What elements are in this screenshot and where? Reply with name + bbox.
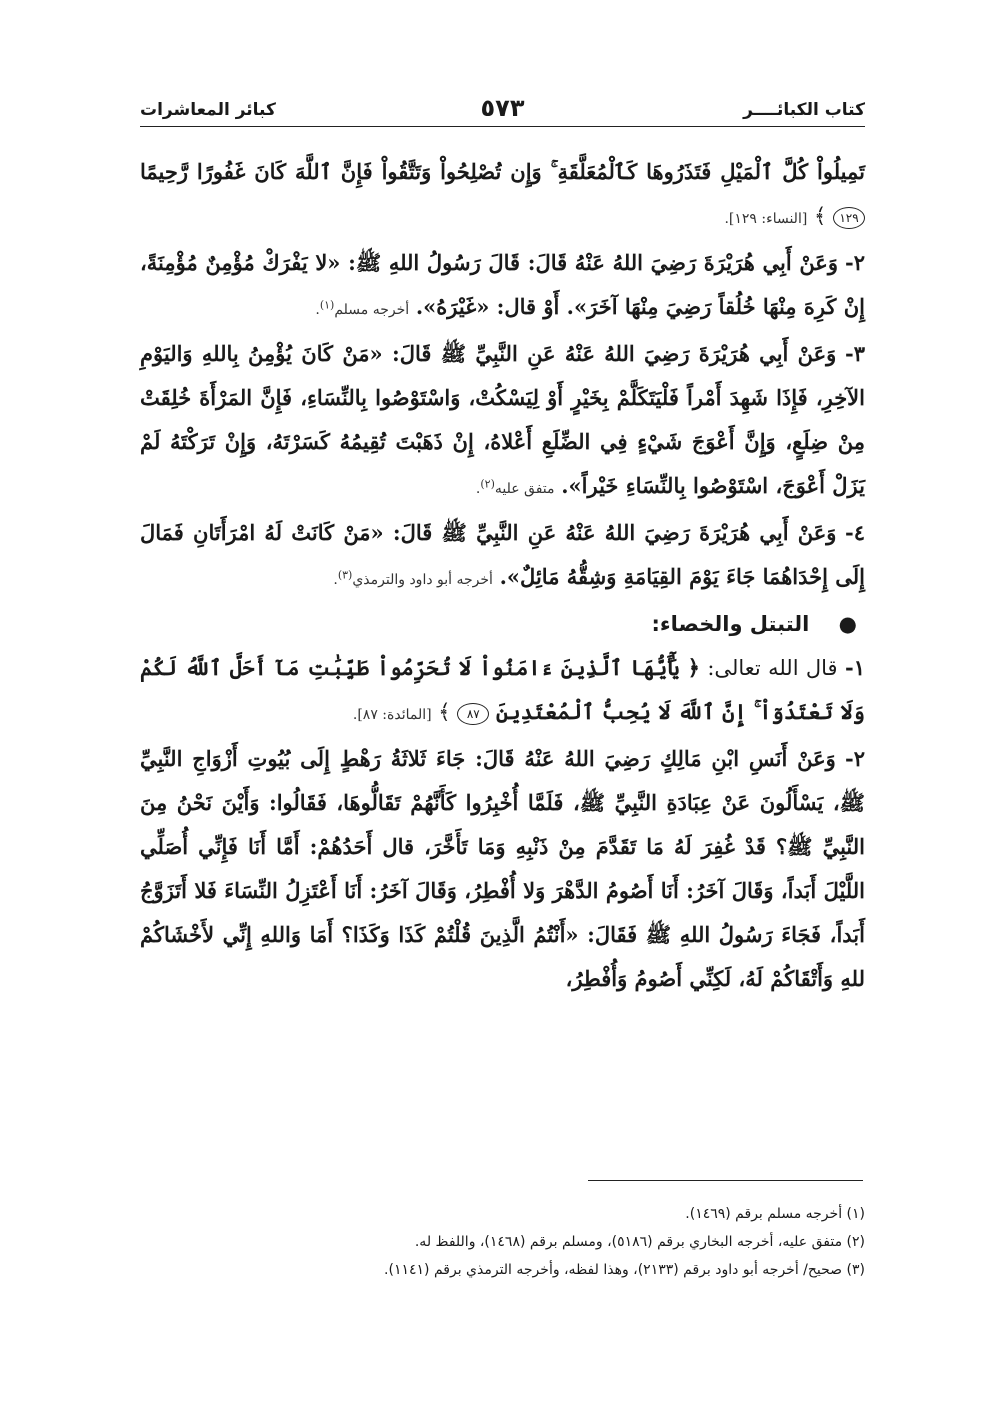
chapter-title: كبائر المعاشرات [140,100,276,120]
verse-source: [النساء: ١٢٩]. [724,211,808,227]
footnote-text: أخرجه مسلم برقم (١٤٦٩). [685,1206,843,1222]
verse-text: تَمِيلُواْ كُلَّ ٱلْمَيْلِ فَتَذَرُوهَا كَٱلْمُعَلَّقَةِ ۚ وَإِن تُصْلِحُواْ وَتَتَّقُواْ فَإِنَّ ٱللَّهَ كَانَ غَفُورًا رَّحِيمًا [140,159,865,184]
footnote-number: (١) [846,1206,865,1222]
footnote-text: صحيح/ أخرجه أبو داود برقم (٢١٣٣)، وهذا لفظه، وأخرجه الترمذي برقم (١١٤١). [384,1262,843,1278]
hadith-2 [140,241,865,332]
footnote-number: (٣) [846,1262,865,1278]
section-item-1 [140,646,865,737]
footnote-3 [140,1256,865,1284]
footnote-ref[interactable]: (٢) [480,477,495,491]
source-text: أخرجه مسلم [334,302,410,318]
section-heading [140,602,865,646]
item-number: ١- [844,655,865,680]
bullet-icon: ● [838,612,857,636]
source-text: متفق عليه [494,481,555,497]
footnote-ref[interactable]: (٣) [337,568,353,582]
section-title: التبتل والخصاء: [651,612,810,636]
verse-text: ﴿ يَٰٓأَيُّهَا ٱلَّذِينَ ءَامَنُواْ لَا تُحَرِّمُواْ طَيِّبَٰتِ مَآ أَحَلَّ ٱللَّهُ لَكُمْ وَلَا تَعْتَدُوٓاْ ۚ إِنَّ ٱللَّهَ لَا يُحِبُّ ٱلْمُعْتَدِينَ [140,655,865,724]
hadith-number: ٢- [845,250,865,275]
item-lead: قال الله تعالى: [707,656,838,680]
hadith-text: وَعَنْ أَبِي هُرَيْرَةَ رَضِيَ اللهُ عَنْهُ عَنِ النَّبِيِّ ﷺ قَالَ: «مَنْ كَانَ يُؤْمِنُ بِاللهِ وَاليَوْمِ الآخِرِ، فَإِذَا شَهِدَ أَمْراً فَلْيَتَكَلَّمْ بِخَيْرٍ أَوْ لِيَسْكُتْ، وَاسْتَوْصُوا بِالنِّسَاءِ، فَإِنَّ المَرْأَةَ خُلِقَتْ مِنْ ضِلَعٍ، وَإِنَّ أَعْوَجَ شَيْءٍ فِي الضِّلَعِ أَعْلاهُ، إِنْ ذَهَبْتَ تُقِيمُهُ كَسَرْتَهُ، وَإِنْ تَرَكْتَهُ لَمْ يَزَلْ أَعْوَجَ، اسْتَوْصُوا بِالنِّسَاءِ خَيْراً». [140,341,865,498]
hadith-number: ٣- [844,341,865,366]
hadith-number: ٤- [845,520,865,545]
hadith-text: وَعَنْ أَبِي هُرَيْرَةَ رَضِيَ اللهُ عَنْهُ عَنِ النَّبِيِّ ﷺ قَالَ: «مَنْ كَانَتْ لَهُ امْرَأَتَانِ فَمَالَ إِلَى إِحْدَاهُمَا جَاءَ يَوْمَ القِيَامَةِ وَشِقُّهُ مَائِلٌ». [140,520,865,589]
verse-close-bracket: ﴾ [814,204,827,228]
footnotes [140,1200,865,1284]
footnote-text: متفق عليه، أخرجه البخاري برقم (٥١٨٦)، ومسلم برقم (١٤٦٨)، واللفظ له. [414,1234,843,1250]
hadith-source: أخرجه مسلم$^{(١)}$. [315,298,410,318]
footnote-2 [140,1228,865,1256]
intro-verse [140,150,865,241]
source-text: أخرجه أبو داود والترمذي [352,572,493,588]
verse-number-marker: ٨٧ [457,703,489,725]
hadith-text: وَعَنْ أَنَسِ ابْنِ مَالِكٍ رَضِيَ اللهُ عَنْهُ قَالَ: جَاءَ ثَلاثَةُ رَهْطٍ إِلَى بُيُوتِ أَزْوَاجِ النَّبِيِّ ﷺ، يَسْأَلُونَ عَنْ عِبَادَةِ النَّبِيِّ ﷺ، فَلَمَّا أُخْبِرُوا كَأَنَّهُمْ تَقَالُّوهَا، فَقَالُوا: وَأَيْنَ نَحْنُ مِنَ النَّبِيِّ ﷺ؟ قَدْ غُفِرَ لَهُ مَا تَقَدَّمَ مِنْ ذَنْبِهِ وَمَا تَأَخَّرَ، قال أَحَدُهُمْ: أَمَّا أَنَا فَإِنِّي أُصَلِّي اللَّيْلَ أَبَداً، وَقَالَ آخَرُ: أَنَا أَصُومُ الدَّهْرَ وَلا أُفْطِرُ، وَقَالَ آخَرُ: أَنَا أَعْتَزِلُ النِّسَاءَ فَلا أَتَزَوَّجُ أَبَداً، فَجَاءَ رَسُولُ اللهِ ﷺ فَقَالَ: «أَنْتُمُ الَّذِينَ قُلْتُمْ كَذَا وَكَذَا؟ أَمَا وَاللهِ إِنِّي لأَخْشَاكُمْ للهِ وَأَتْقَاكُمْ لَهُ، لَكِنِّي أَصُومُ وَأُفْطِرُ، [140,746,865,991]
book-title: كتاب الكبائــــر [743,100,865,120]
hadith-source: أخرجه أبو داود والترمذي$^{(٣)}$. [333,568,493,588]
footnote-number: (٢) [846,1234,865,1250]
footnote-divider [588,1180,863,1181]
verse-close-bracket: ﴾ [438,700,451,724]
section-item-2 [140,737,865,1001]
hadith-source: متفق عليه$^{(٢)}$. [475,477,555,497]
item-number: ٢- [845,746,865,771]
hadith-3 [140,332,865,511]
page-body [140,150,865,1001]
page-number: ٥٧٣ [480,94,525,122]
hadith-4 [140,511,865,602]
page-header [140,92,865,127]
footnote-ref[interactable]: (١) [319,298,335,312]
footnote-1 [140,1200,865,1228]
hadith-text: وَعَنْ أَبِي هُرَيْرَةَ رَضِيَ اللهُ عَنْهُ قَالَ: قَالَ رَسُولُ اللهِ ﷺ: «لا يَفْرَكْ مُؤْمِنٌ مُؤْمِنَةً، إِنْ كَرِهَ مِنْهَا خُلُقاً رَضِيَ مِنْهَا آخَرَ». أَوْ قال: «غَيْرَهُ». [140,250,865,319]
verse-number-marker: ١٢٩ [833,207,865,229]
verse-source: [المائدة: ٨٧]. [352,707,432,723]
